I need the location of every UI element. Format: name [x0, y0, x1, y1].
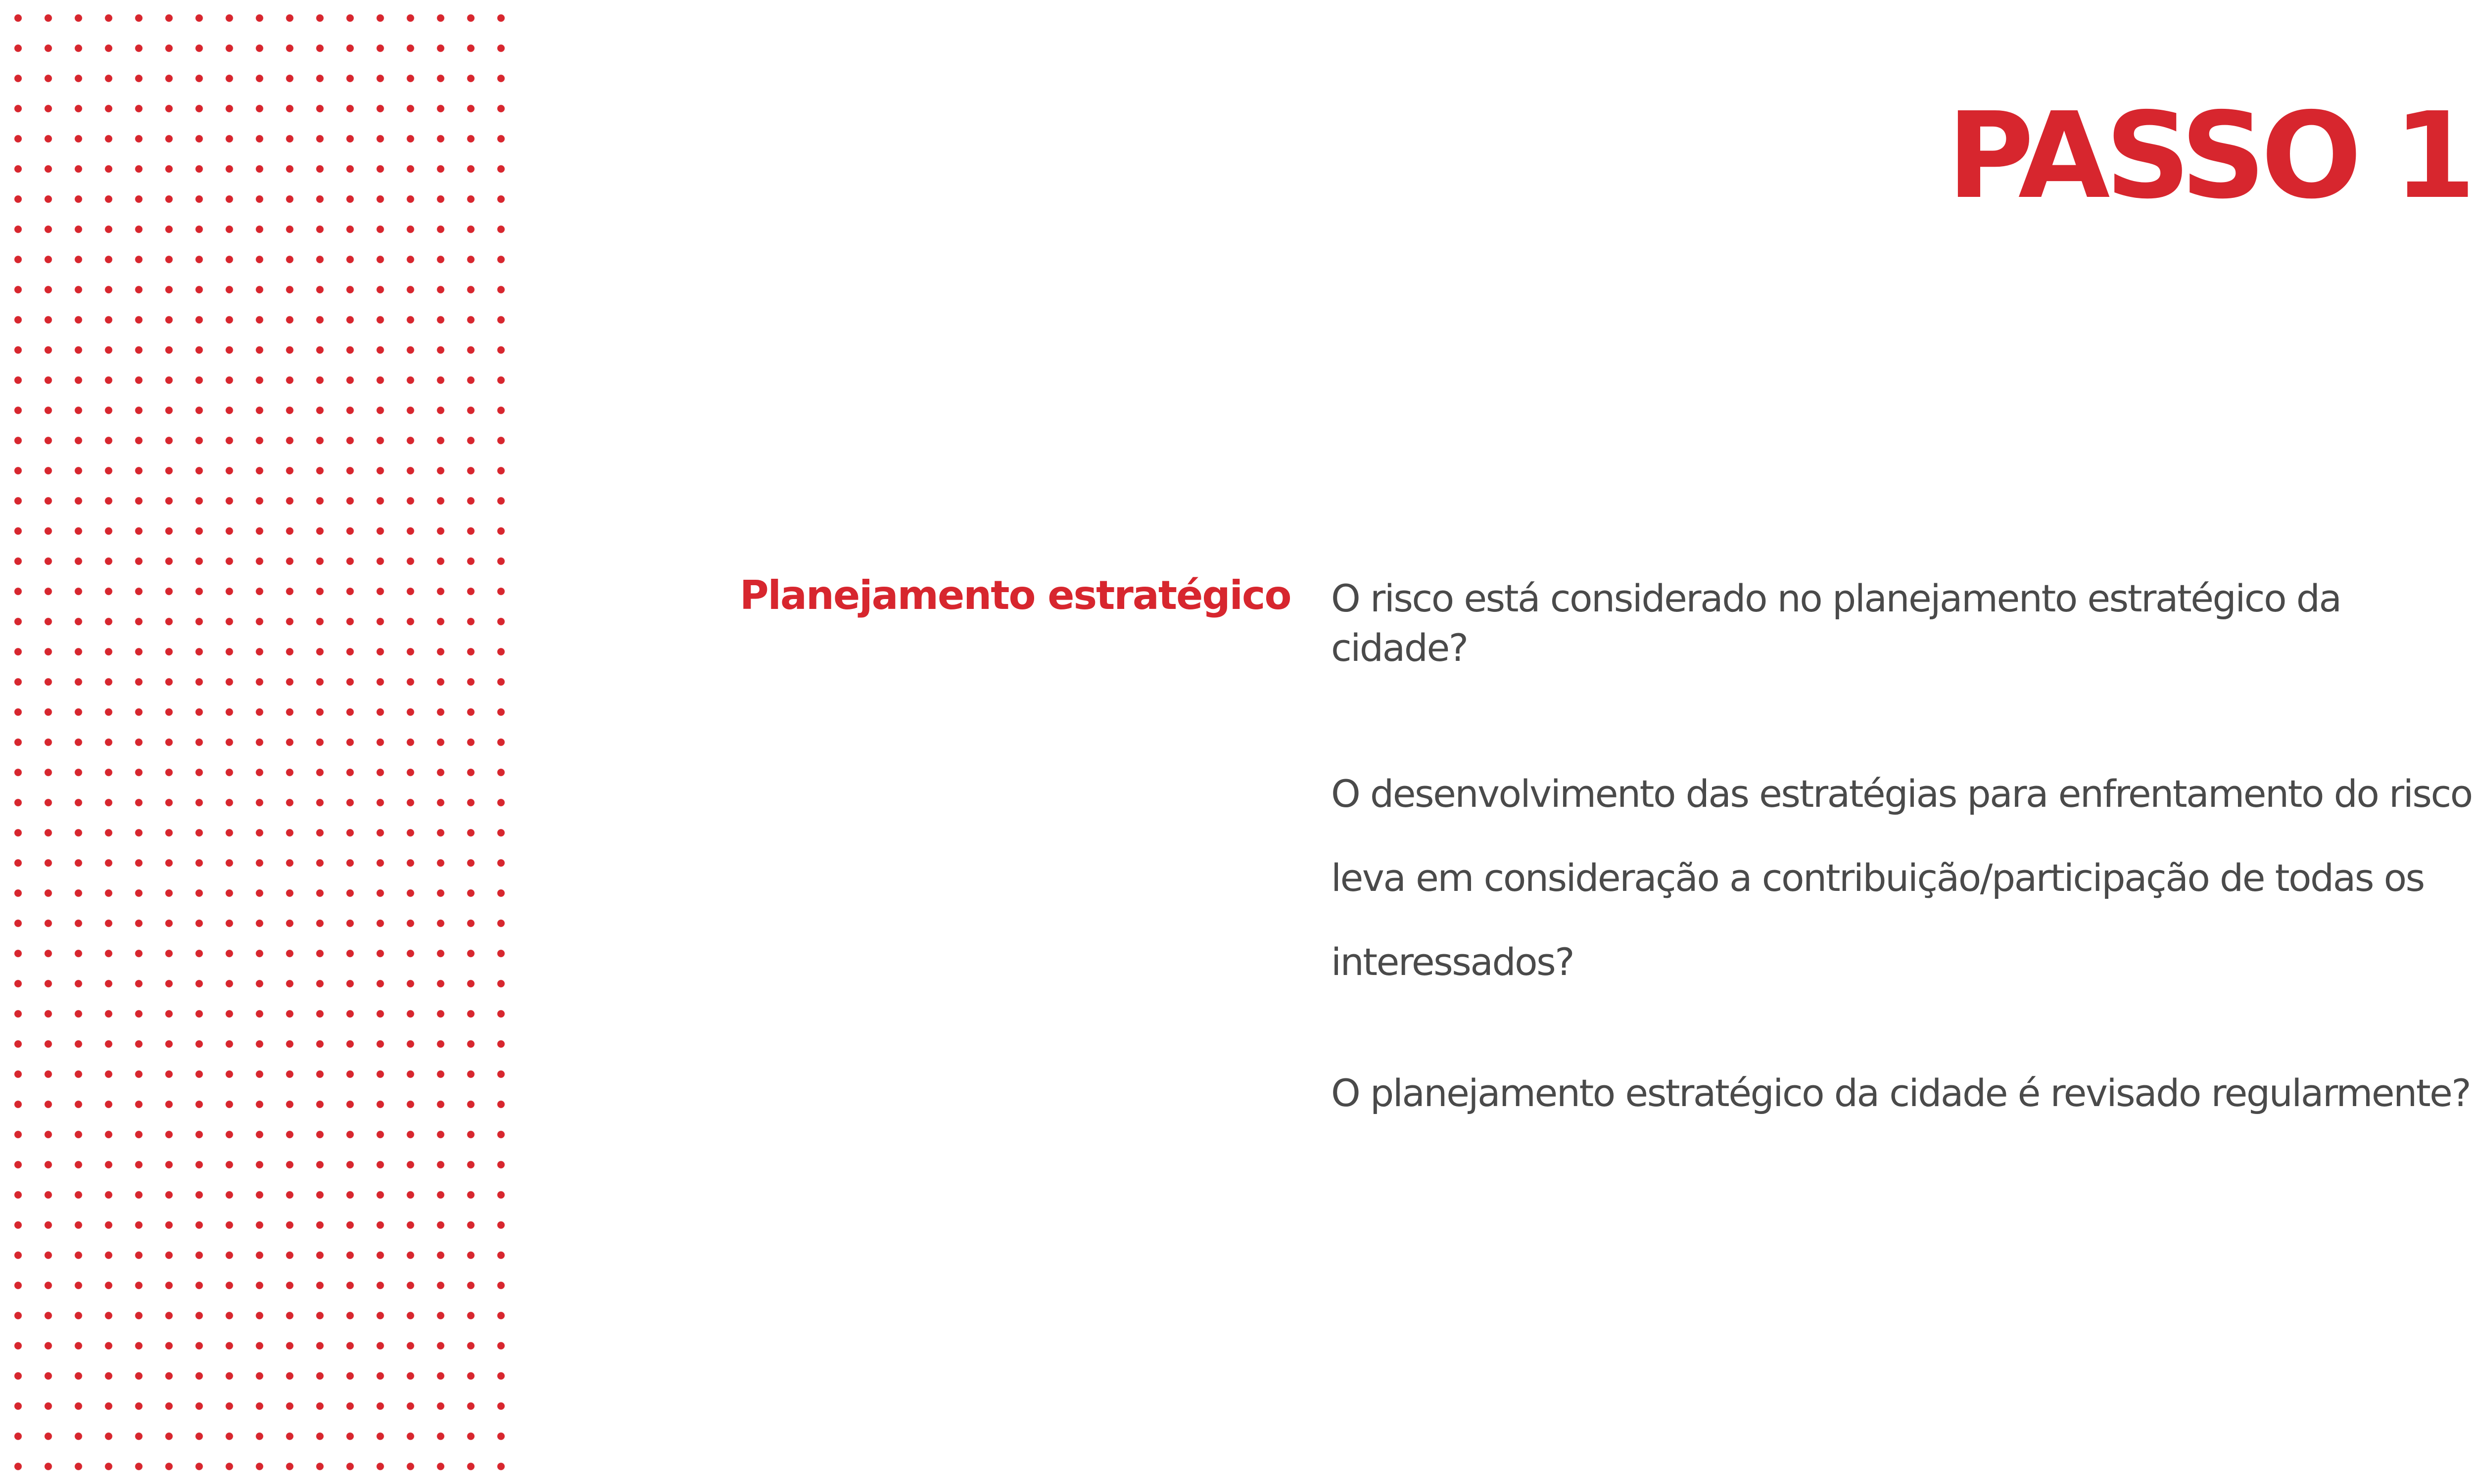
question-item: O planejamento estratégico da cidade é revisado regularmente? [1331, 1071, 2471, 1115]
step-title: PASSO 1 [1947, 87, 2471, 225]
section-label: Planejamento estratégico [740, 572, 1291, 618]
question-item: O risco está considerado no planejamento estratégico da cidade? [1331, 576, 2341, 670]
dot-pattern-decoration [0, 0, 515, 1484]
question-item: O desenvolvimento das estratégias para enfrentamento do risco leva em consideração a contribuição/participação de todas os interessados? [1331, 772, 2472, 984]
question-list [1331, 574, 2474, 1205]
